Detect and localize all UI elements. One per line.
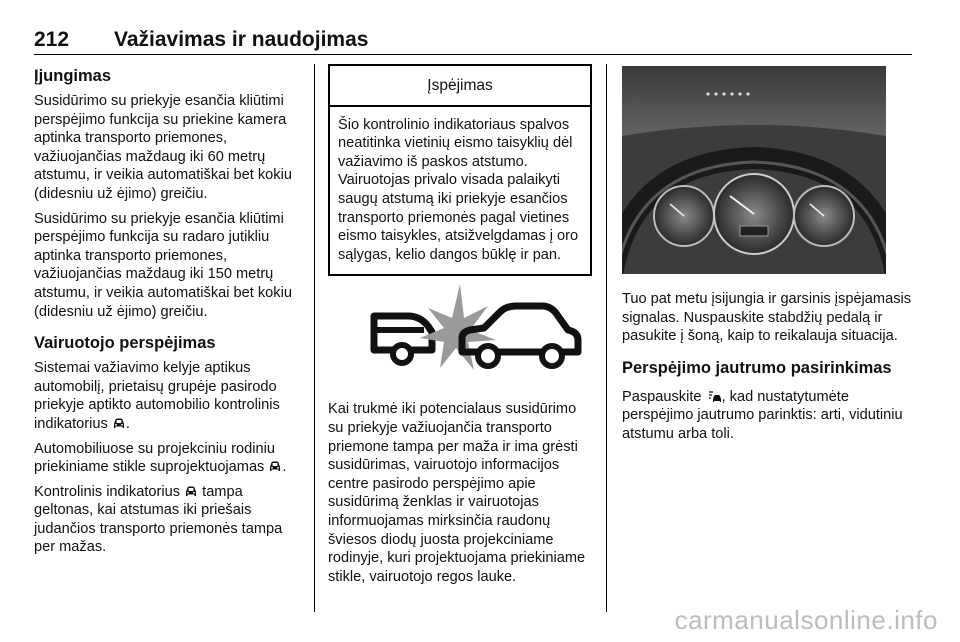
paragraph: Kontrolinis indikatorius tampa geltonas, kai atstumas iki priešais judančios transporto priemonės tampa per mažas. (34, 483, 283, 556)
dashboard-photo (622, 66, 886, 274)
chapter-title: Važiavimas ir naudojimas (114, 28, 369, 51)
vehicle-ahead-icon (184, 485, 198, 498)
vehicle-ahead-icon (112, 417, 126, 430)
paragraph: Automobiliuose su projekciniu rodiniu priekiniame stikle suprojektuojamas . (34, 440, 287, 476)
page-number: 212 (34, 28, 70, 51)
collision-illustration (328, 278, 592, 388)
paragraph: Susidūrimo su priekyje esančia kliūtimi perspėjimo funkcija su radaro jutikliu aptinka transporto priemones, važiuojančias maždaug iki 150 metrų atstumu, ir veikia automatiškai bet kokiu (didesniu už ėjimo) greičiu. (34, 210, 292, 320)
column-divider (606, 64, 607, 612)
column-divider (314, 64, 315, 612)
page-header (34, 28, 912, 55)
heading-sensitivity: Perspėjimo jautrumo pasirinkimas (622, 358, 892, 377)
warning-box (328, 64, 592, 276)
paragraph: Kai trukmė iki potencialaus susidūrimo su priekyje važiuojančia transporto priemone tampa per maža ir ima grėsti susidūrimas, vairuotojo informacijos centre pasirodo perspėjimo apie susidūrimą ženklas ir vairuotojas informuojamas mirksinčia raudonų šviesos diodų juosta projekciniame rodinyje, kuri projektuojama priekiniame stikle, vairuotojo regos lauke. (328, 401, 586, 585)
heading-driver-warning: Vairuotojo perspėjimas (34, 334, 216, 353)
column-left (34, 64, 300, 563)
paragraph: Susidūrimo su priekyje esančia kliūtimi perspėjimo funkcija su priekine kamera aptinka transporto priemones, važiuojančias maždaug iki 60 metrų atstumu, ir veikia automatiškai bet kokiu (didesniu už ėjimo) greičiu. (34, 93, 292, 202)
watermark: carmanualsonline.info (674, 605, 938, 635)
paragraph: Tuo pat metu įsijungia ir garsinis įspėjamasis signalas. Nuspauskite stabdžių pedalą ir pasukite į šoną, kaip to reikalauja situacija. (622, 291, 912, 345)
column-right (622, 64, 912, 450)
sensitivity-car-icon (706, 389, 722, 403)
heading-ijungimas: Įjungimas (34, 67, 112, 85)
paragraph: Paspauskite , kad nustatytumėte perspėjimo jautrumo parinktis: arti, vidutiniu atstumu arba toli. (622, 388, 903, 442)
warning-title: Įspėjimas (330, 66, 590, 107)
warning-text: Šio kontrolinio indikatoriaus spalvos neatitinka vietinių eismo taisyklių dėl važiavimo iš paskos atstumo. Vairuotojas privalo visada palaikyti saugų atstumą iki priekyje esančios transporto priemonės pagal vietines eismo taisykles, atsižvelgdamas į oro sąlygas, kelio dangos būklę ir pan. (338, 116, 579, 263)
vehicle-ahead-icon (268, 460, 282, 473)
column-middle (328, 64, 592, 592)
paragraph: Sistemai važiavimo kelyje aptikus automobilį, prietaisų grupėje pasirodo priekyje aptikto automobilio kontrolinis indikatorius . (34, 360, 280, 432)
